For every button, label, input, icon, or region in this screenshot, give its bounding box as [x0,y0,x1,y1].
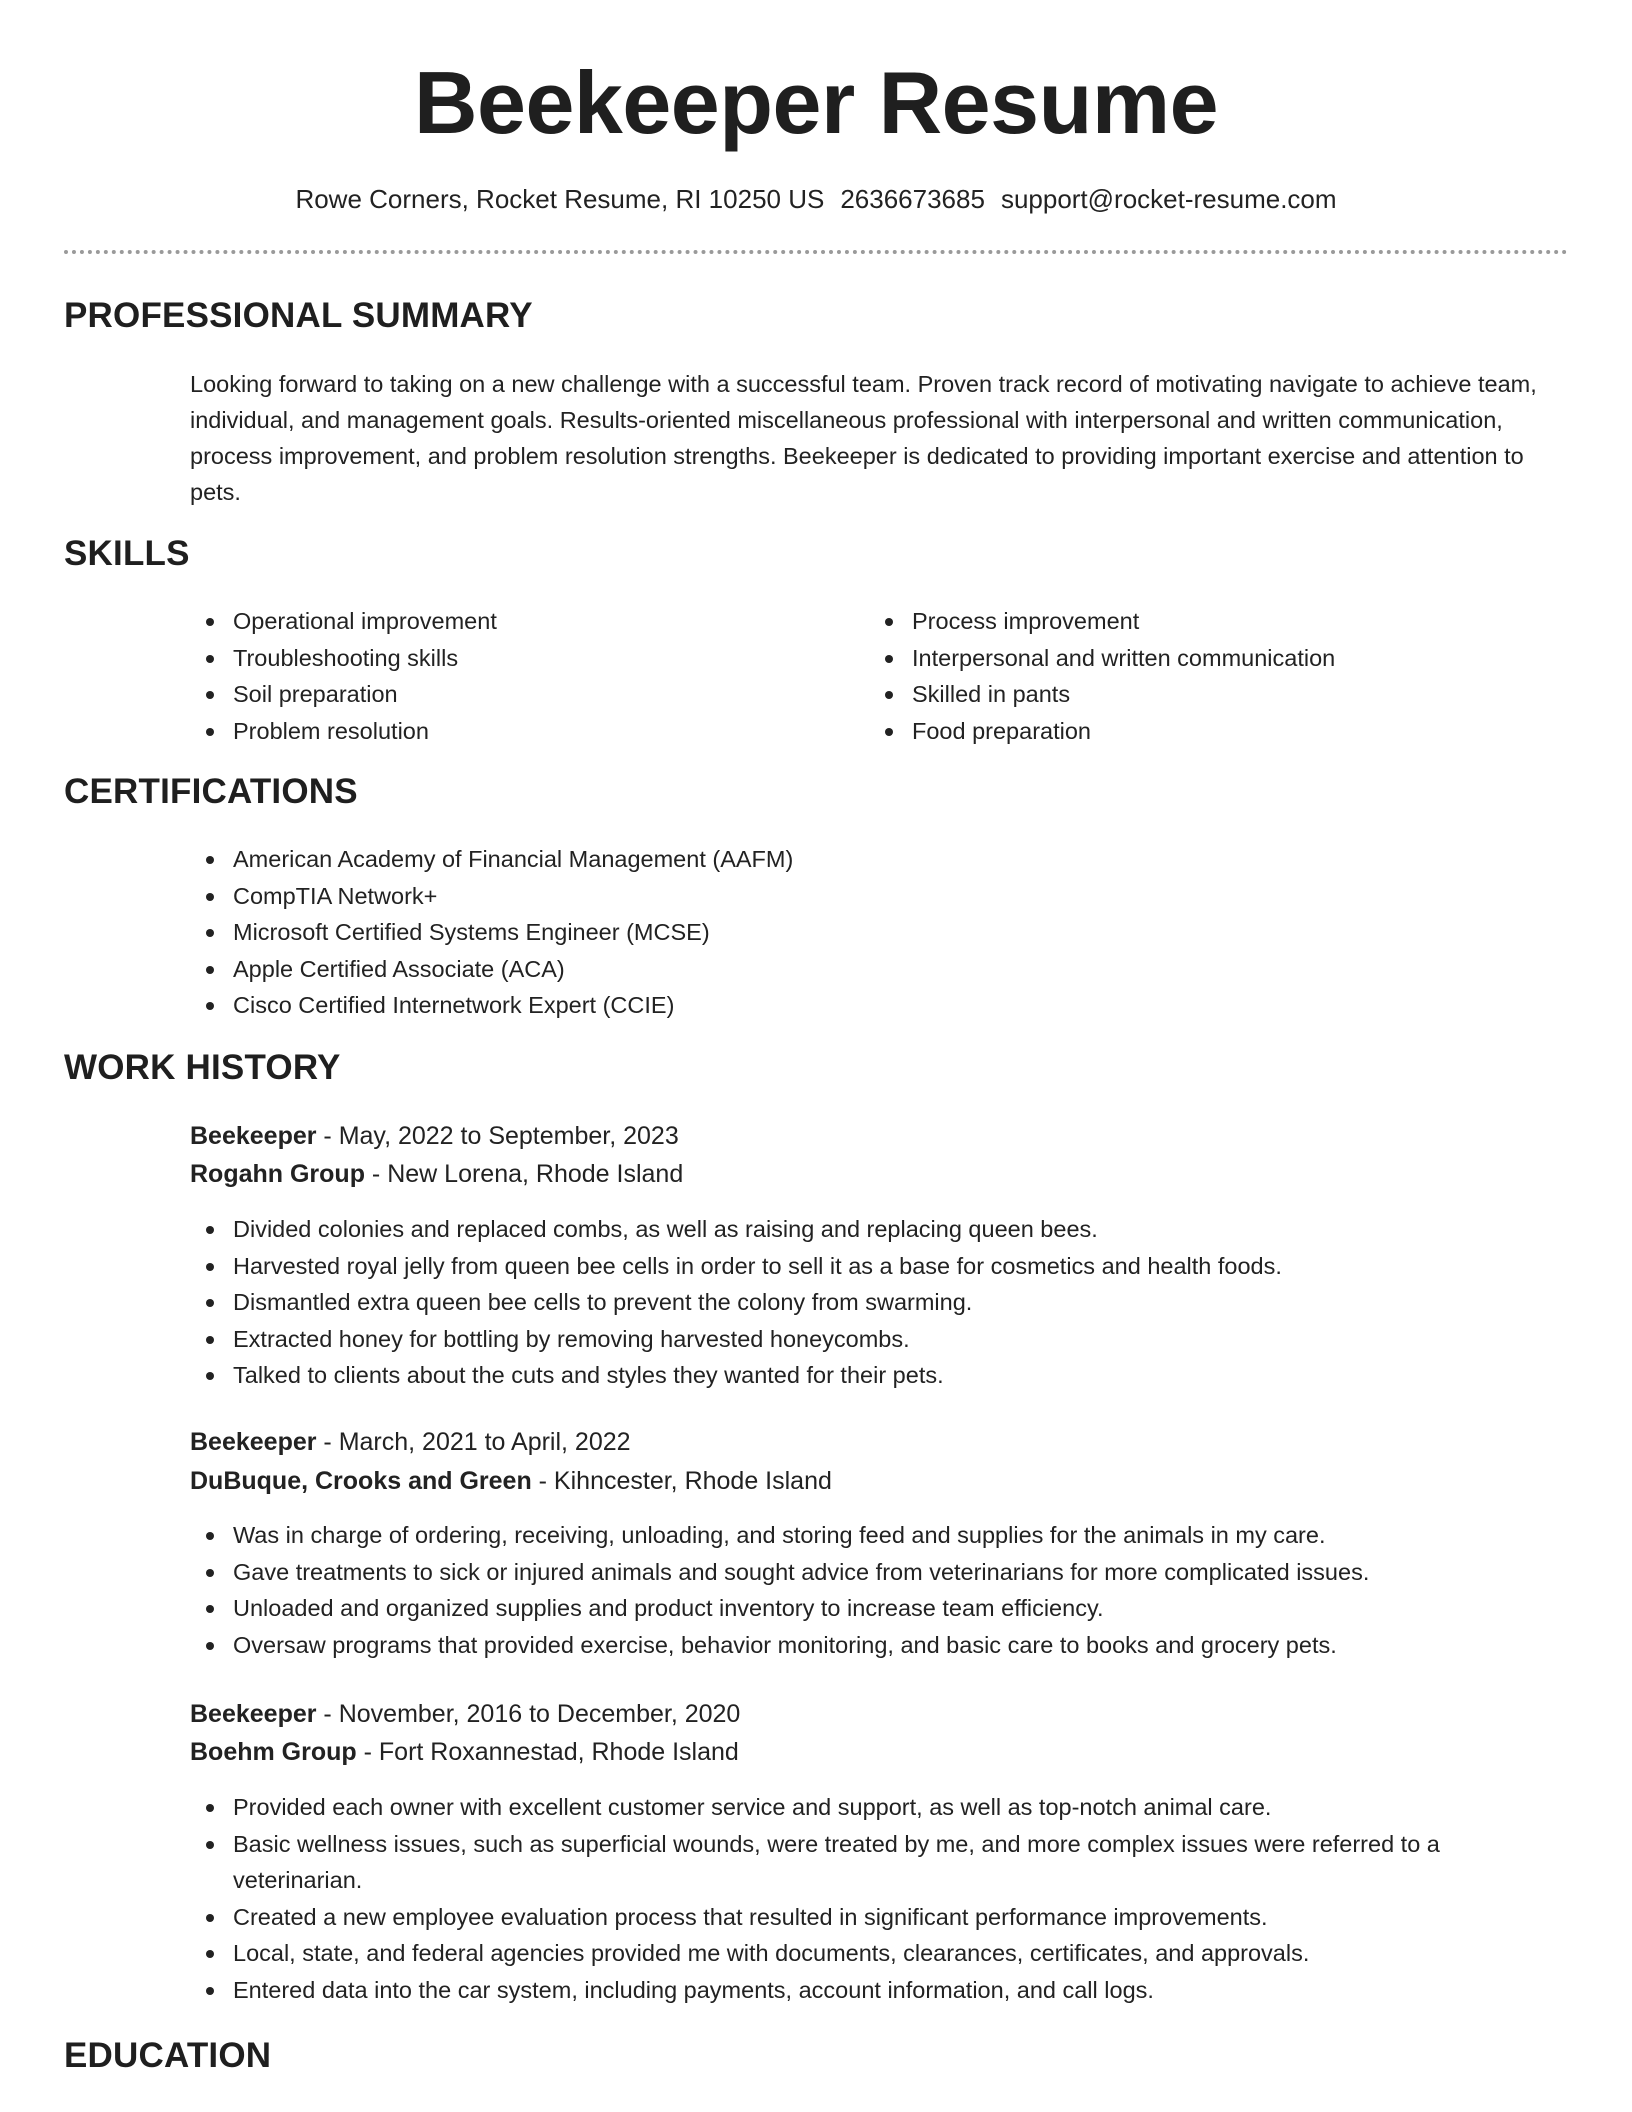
job-bullet: Provided each owner with excellent customer service and support, as well as top-notch animal care. [190,1789,1530,1826]
job-bullets [190,1789,1530,2008]
job-title-line [190,1117,679,1155]
job-company-line [190,1733,739,1771]
job-title-line [190,1695,740,1733]
job-bullet: Entered data into the car system, including payments, account information, and call logs. [190,1972,1530,2009]
job-location: - Fort Roxannestad, Rhode Island [356,1738,739,1766]
certification-item: Apple Certified Associate (ACA) [190,951,1570,988]
job-bullet: Gave treatments to sick or injured animals and sought advice from veterinarians for more complicated issues. [190,1554,1590,1591]
resume-title: Beekeeper Resume [413,53,1219,152]
skill-item: Operational improvement [190,603,830,640]
job-bullet: Basic wellness issues, such as superficial wounds, were treated by me, and more complex issues were referred to a veterinarian. [190,1826,1530,1899]
job-bullet: Talked to clients about the cuts and styles they wanted for their pets. [190,1357,1570,1394]
work-history-heading: WORK HISTORY [64,1048,341,1087]
job-bullet: Harvested royal jelly from queen bee cells in order to sell it as a base for cosmetics and health foods. [190,1248,1570,1285]
skills-list-right [869,603,1569,749]
skills-list-left [190,603,830,749]
job-bullets [190,1211,1570,1394]
certification-item: American Academy of Financial Management (AAFM) [190,841,1570,878]
skill-item: Troubleshooting skills [190,640,830,677]
job-role: Beekeeper [190,1700,317,1728]
job-dates: - November, 2016 to December, 2020 [316,1700,741,1728]
certifications-list [190,841,1570,1024]
job-company-line [190,1155,683,1193]
skill-item: Problem resolution [190,713,830,750]
contact-phone: 2636673685 [840,184,985,214]
certification-item: Microsoft Certified Systems Engineer (MCSE) [190,914,1570,951]
job-bullet: Oversaw programs that provided exercise, behavior monitoring, and basic care to books and grocery pets. [190,1627,1590,1664]
job-company: Rogahn Group [190,1160,365,1188]
skill-item: Process improvement [869,603,1569,640]
job-location: - New Lorena, Rhode Island [364,1160,684,1188]
contact-email[interactable]: support@rocket-resume.com [1000,184,1337,214]
job-bullet: Created a new employee evaluation process that resulted in significant performance improvements. [190,1899,1530,1936]
summary-text: Looking forward to taking on a new challenge with a successful team. Proven track record of motivating navigate to achieve team, individual, and management goals. Results-oriented miscellaneous professional with interpersonal and written communication, process improvement, and problem resolution strengths. Beekeeper is dedicated to providing important exercise and attention to pets. [190,371,1537,505]
header-divider [64,250,1568,254]
skill-item: Soil preparation [190,676,830,713]
job-bullet: Extracted honey for bottling by removing harvested honeycombs. [190,1321,1570,1358]
job-role: Beekeeper [190,1428,317,1456]
summary-heading: PROFESSIONAL SUMMARY [64,296,533,335]
job-dates: - May, 2022 to September, 2023 [316,1122,679,1150]
skill-item: Food preparation [869,713,1569,750]
job-company-line [190,1462,832,1500]
job-bullet: Divided colonies and replaced combs, as well as raising and replacing queen bees. [190,1211,1570,1248]
job-bullet: Was in charge of ordering, receiving, unloading, and storing feed and supplies for the animals in my care. [190,1517,1590,1554]
job-company: Boehm Group [190,1738,357,1766]
certifications-heading: CERTIFICATIONS [64,772,358,811]
job-bullet: Local, state, and federal agencies provided me with documents, clearances, certificates, and approvals. [190,1935,1530,1972]
job-company: DuBuque, Crooks and Green [190,1467,532,1495]
job-bullet: Unloaded and organized supplies and product inventory to increase team efficiency. [190,1590,1590,1627]
job-title-line [190,1423,631,1461]
job-role: Beekeeper [190,1122,317,1150]
certification-item: CompTIA Network+ [190,878,1570,915]
skill-item: Skilled in pants [869,676,1569,713]
job-location: - Kihncester, Rhode Island [531,1467,832,1495]
job-bullets [190,1517,1590,1663]
education-heading: EDUCATION [64,2036,272,2075]
job-dates: - March, 2021 to April, 2022 [316,1428,631,1456]
skill-item: Interpersonal and written communication [869,640,1569,677]
job-bullet: Dismantled extra queen bee cells to prevent the colony from swarming. [190,1284,1570,1321]
contact-line [0,184,1632,215]
contact-address: Rowe Corners, Rocket Resume, RI 10250 US [295,184,825,214]
skills-heading: SKILLS [64,534,190,573]
certification-item: Cisco Certified Internetwork Expert (CCIE) [190,987,1570,1024]
